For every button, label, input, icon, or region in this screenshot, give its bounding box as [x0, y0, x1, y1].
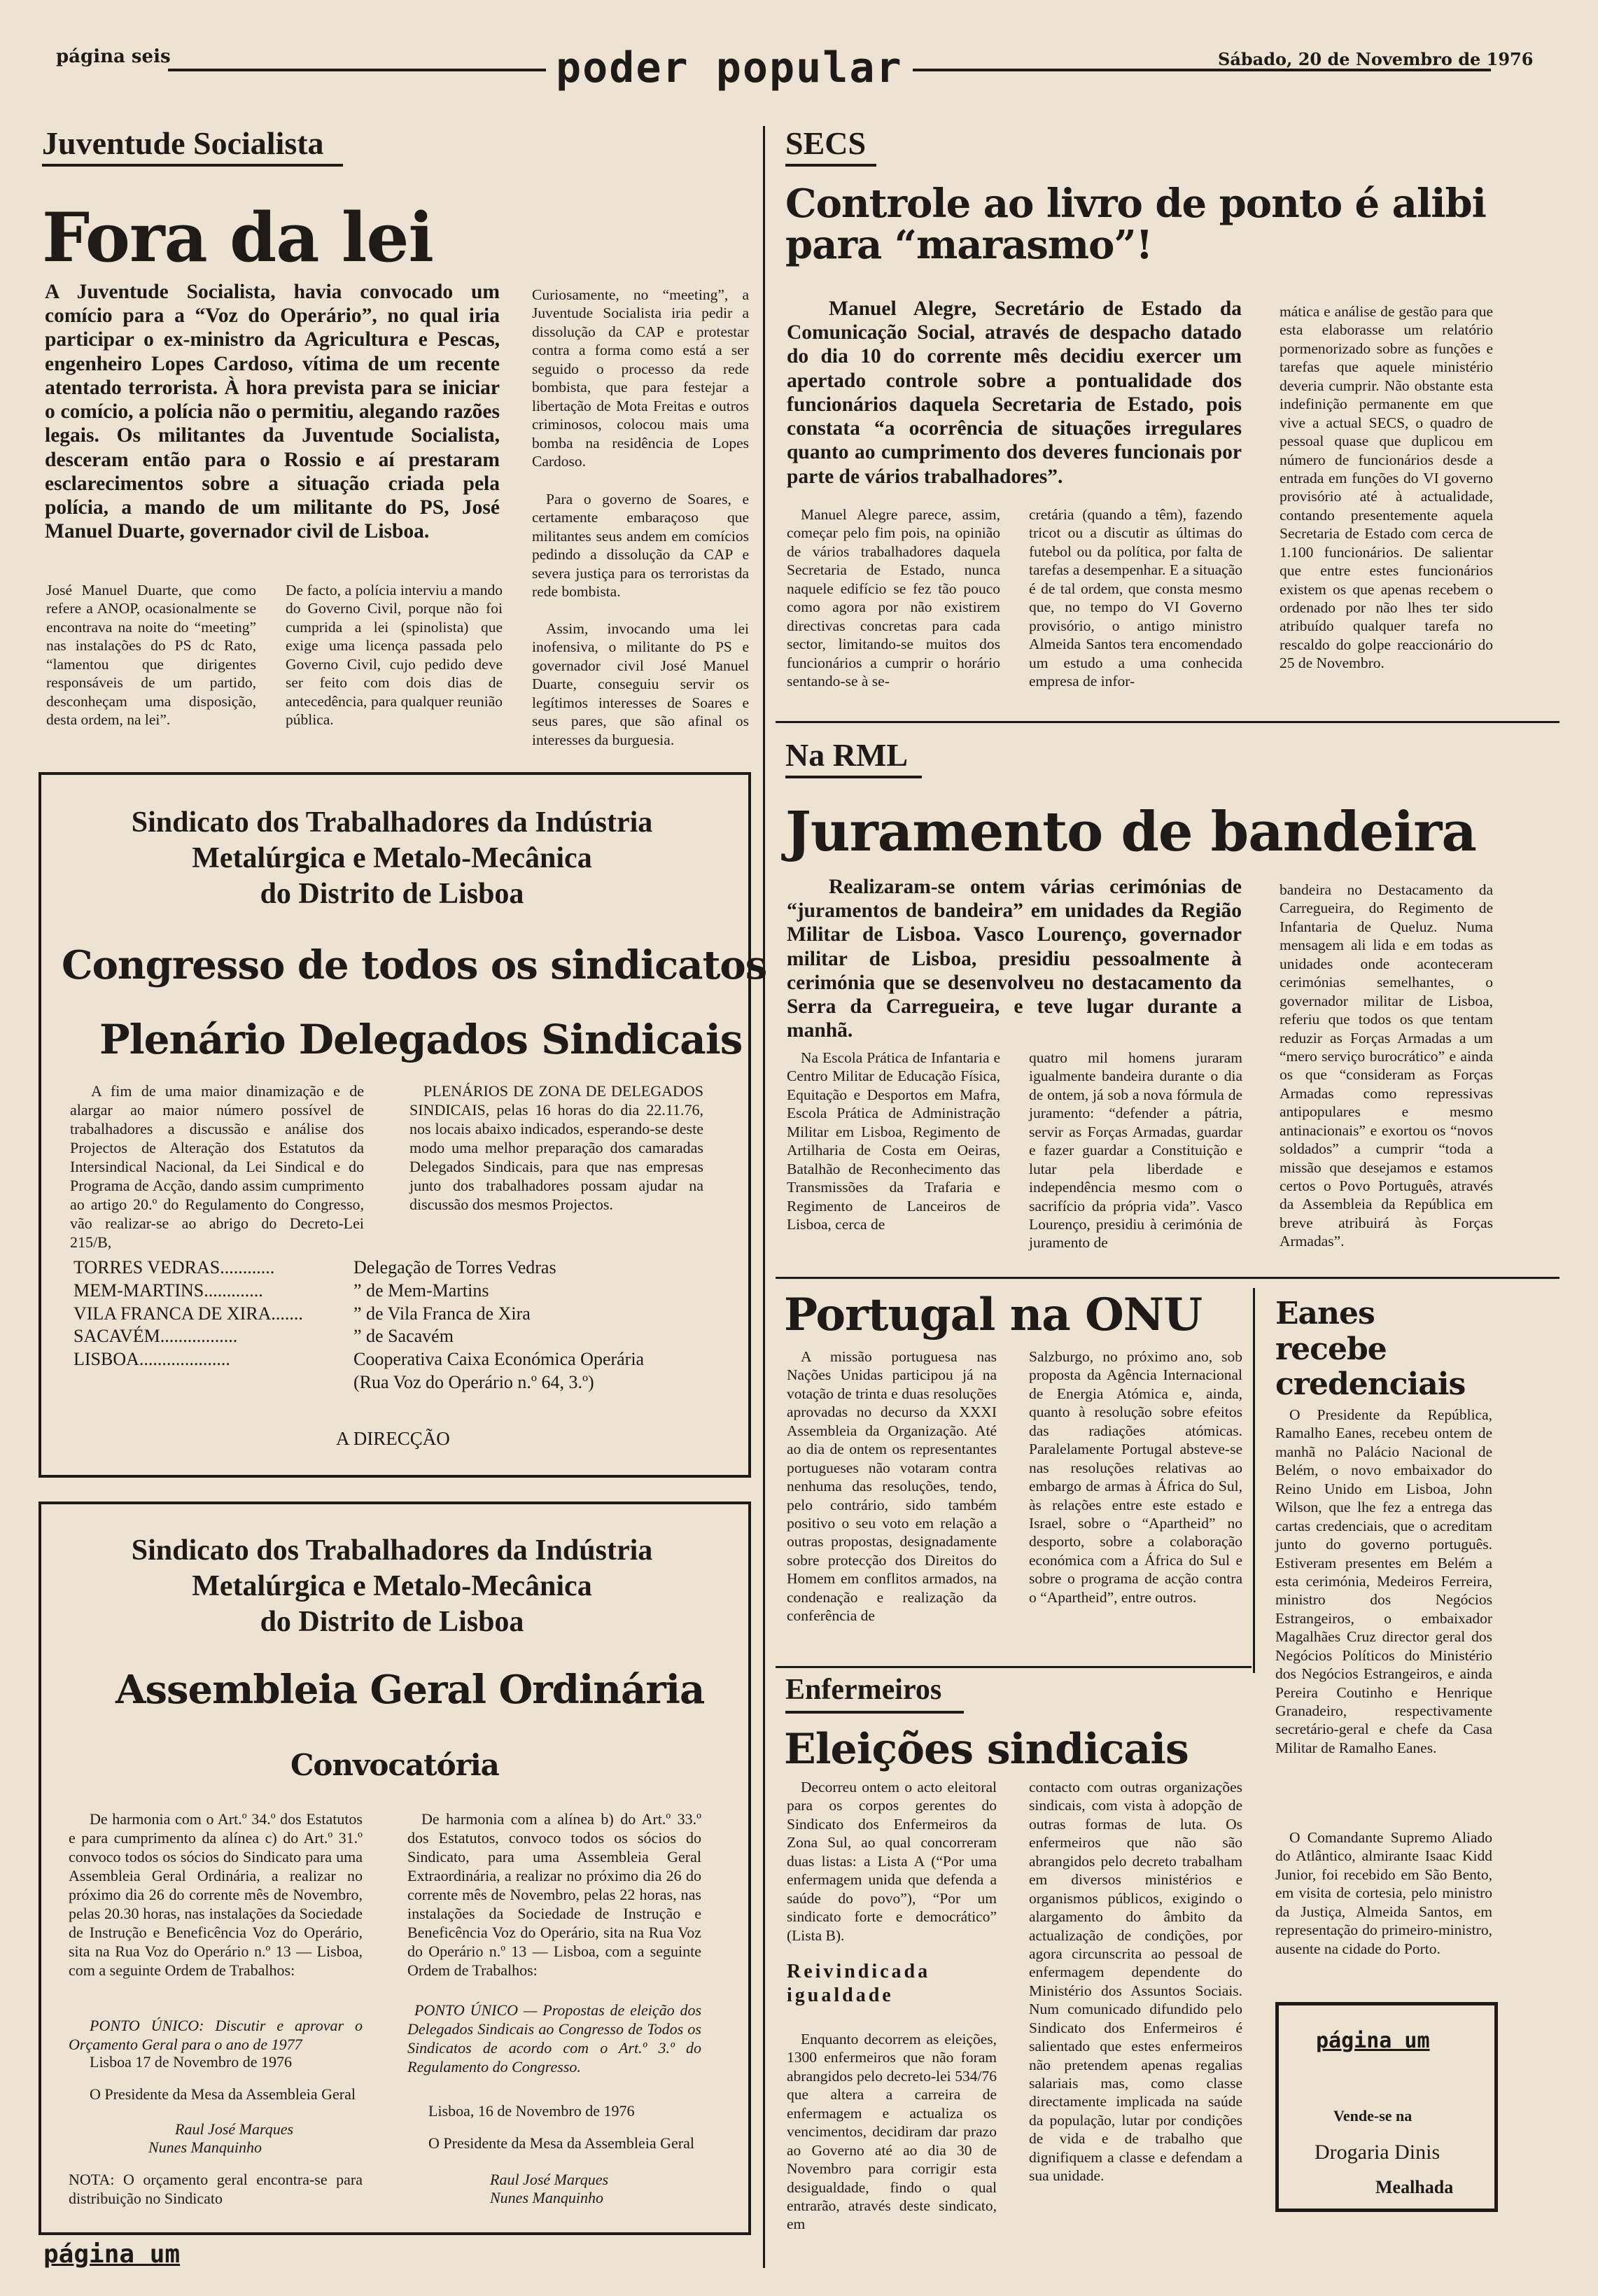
article-column: De facto, a polícia interviu a mando do Governo Civil, porque não foi cumprida a lei (spinolista) que exige uma licença passada pelo Governo Civil, cujo pedido deve ser feito com dois dias de antecedência, para qualquer reunião pública. — [286, 582, 503, 729]
masthead: poder popular — [546, 43, 913, 92]
article-column: Assim, invocando uma lei inofensiva, o militante do PS e governador civil José Manuel Duarte, conseguiu servir os legítimos interesses de Soares e seus pares, que são afinal os interesses da burguesia. — [532, 620, 749, 748]
signatory: Nunes Manquinho — [148, 2138, 262, 2156]
venue-list — [73, 1256, 717, 1394]
notice-column: De harmonia com a alínea b) do Art.º 33.º dos Estatutos, convoco todos os sócios do Sindicato, para uma Assembleia Geral Extraordinária, a realizar no próximo dia 26 do corrente mês de Novembro, pelas 22 horas, nas instalações da Sociedade de Instrução e Beneficência Voz do Operário, sita na Rua Voz do Operário n.º 13 — Lisboa, com a seguinte Ordem de Trabalhos: — [407, 1810, 701, 1980]
venue-place: (Rua Voz do Operário n.º 64, 3.º) — [353, 1371, 594, 1392]
union-name-line: do Distrito de Lisboa — [260, 878, 524, 911]
article-column: Salzburgo, no próximo ano, sob proposta da Agência Internacional de Energia Atómica e, ainda, quanto à resolução sobre efeitos das radiações atómicas. Paralelamente Portugal absteve-se nas resoluções relativas ao embargo de armas à África do Sul, às relações entre este estado e Israel, sobre o “Apartheid” no desporto, sobre a colaboração económica com a África do Sul e sobre o programa de acção contra o “Apartheid”, entre outros. — [1029, 1348, 1242, 1606]
article-column: Para o governo de Soares, e certamente embaraçoso que militantes seus andem em comícios pedindo a dissolução da CAP e severa justiça para os terroristas da rede bombista. — [532, 491, 749, 601]
notice-subtitle: Convocatória — [290, 1748, 499, 1782]
article-column: Manuel Alegre parece, assim, começar pelo fim pois, na opinião de vários trabalhadores daquela Secretaria de Estado, nunca naquele edifício se fez tão pouco como agora por não existirem directivas concretas para cada sector, limitando-se muitos dos funcionários a cumprir o horário sentando-se à se- — [787, 506, 1000, 690]
venue-place: Delegação de Torres Vedras — [353, 1257, 556, 1278]
section-kicker: Na RML — [785, 737, 909, 773]
venue-zone: LISBOA.................... — [73, 1349, 230, 1369]
notice-title: Assembleia Geral Ordinária — [115, 1667, 705, 1713]
article-column: Enquanto decorrem as eleições, 1300 enfermeiros que não foram abrangidos pelo decreto-lei 534/76 que altera a carreira de enfermagem e actualiza os vencimentos, decidiram dar prazo ao Governo até ao dia 30 de Novembro para corrigir esta desigualdade, findo o qual entrarão, através deste sindicato, em — [787, 2031, 997, 2233]
headline: Controle ao livro de ponto é alibi para “marasmo”! — [785, 181, 1486, 268]
notice-president: O Presidente da Mesa da Assembleia Geral — [428, 2134, 694, 2152]
notice-date: Lisboa 17 de Novembro de 1976 — [90, 2053, 292, 2071]
agenda-item: PONTO ÚNICO — Propostas de eleição dos Delegados Sindicais ao Congresso de Todos os Sindicatos de acordo com o Art.º 3.º do Regulamento do Congresso. — [407, 2001, 701, 2076]
promo-town: Mealhada — [1375, 2177, 1454, 2197]
venue-zone: VILA FRANCA DE XIRA....... — [73, 1303, 303, 1324]
promo-store: Drogaria Dinis — [1315, 2141, 1441, 2164]
article-column: O Comandante Supremo Aliado do Atlântico, almirante Isaac Kidd Junior, foi recebido em São Bento, em visita de cortesia, pelo ministro da Justiça, Almeida Santos, em representação do primeiro-ministro, ausente na cidade do Porto. — [1275, 1829, 1492, 1957]
union-name-line: Sindicato dos Trabalhadores da Indústria — [131, 1534, 653, 1567]
article-column: quatro mil homens juraram igualmente bandeira durante o dia de ontem, já sob a nova fórmula de juramento: “defender a pátria, servir as Forças Armadas, guardar e fazer guardar a Constituição e lutar pela liberdade e independência mesmo com o sacrifício da própria vida”. Vasco Lourenço, presidiu à cerimónia de juramento de — [1029, 1049, 1242, 1252]
kicker-rule — [785, 776, 922, 778]
article-column: Decorreu ontem o acto eleitoral para os corpos gerentes do Sindicato dos Enfermeiros da Zona Sul, ao qual concorreram duas listas: a Lista A (“Por uma enfermagem unida que defenda a saúde do povo”), “Por um sindicato forte e democrático” (Lista B). — [787, 1779, 997, 1944]
venue-row — [73, 1303, 717, 1326]
section-rule — [776, 721, 1560, 723]
venue-zone: SACAVÉM................. — [73, 1326, 238, 1347]
notice-title: Congresso de todos os sindicatos — [62, 942, 767, 988]
page-number: página seis — [56, 46, 171, 67]
headline: Fora da lei — [42, 198, 433, 277]
venue-row — [73, 1348, 717, 1371]
venue-zone: MEM-MARTINS............. — [73, 1280, 263, 1301]
notice-title: Plenário Delegados Sindicais — [99, 1016, 743, 1063]
venue-place: ” de Sacavém — [353, 1326, 454, 1347]
article-column: mática e análise de gestão para que esta elaborasse um relatório pormenorizado sobre as funções e tarefas que aquele ministério deveria cumprir. Não obstante esta indefinição permanente em que vive a actual SECS, o quadro de pessoal quase que duplicou em número de funcionários desde a entrada em funções do VI governo provisório até à actualidade, contando presentemente aquela Secretaria de Estado com cerca de 1.100 funcionários. De salientar que entre estes funcionários existem os que apenas recebem o ordenado por não lhes ter sido atribuído qualquer tarefa no rescaldo do golpe reaccionário do 25 de Novembro. — [1280, 303, 1493, 672]
article-column: A missão portuguesa nas Nações Unidas participou já na votação de trinta e duas resoluções aprovadas no decurso da XXXI Assembleia da Organização. Até ao dia de ontem os representantes portugueses não votaram contra nenhuma das resoluções, tendo, pelo contrário, sido também positivo o seu voto em relação a outras propostas, designadamente sobre protecção dos Direitos do Homem em conflitos armados, na condenação e realização da conferência de — [787, 1348, 997, 1625]
article-column: Curiosamente, no “meeting”, a Juventude Socialista iria pedir a dissolução da CAP e protestar contra a forma como está a ser seguido o processo da rede bombista, que para festejar a libertação de Mota Freitas e outros criminosos, colocou mais uma bomba na residência de Lopes Cardoso. — [532, 286, 749, 470]
notice-note: NOTA: O orçamento geral encontra-se para distribuição no Sindicato — [69, 2171, 363, 2208]
venue-row — [73, 1325, 717, 1348]
signatory: Raul José Marques — [175, 2120, 294, 2138]
article-column: Na Escola Prática de Infantaria e Centro Militar de Educação Física, Equitação e Desportos em Mafra, Escola Prática de Administração Militar em Lisboa, Regimento de Artilharia de Costa em Oeiras, Batalhão de Reconhecimento das Transmissões da Trafaria e Regimento de Lanceiros de Lisboa, cerca de — [787, 1049, 1000, 1233]
section-kicker: SECS — [785, 125, 867, 161]
article-lead: Realizaram-se ontem várias cerimónias de “juramentos de bandeira” em unidades da Região Militar de Lisboa. Vasco Lourenço, governador militar de Lisboa, presidiu pessoalmente à cerimónia que se desenvolveu no destacamento da Serra da Carregueira, e teve lugar durante a manhã. — [787, 876, 1242, 1042]
venue-place: Cooperativa Caixa Económica Operária — [353, 1349, 645, 1369]
notice-signature: A DIRECÇÃO — [336, 1428, 450, 1449]
notice-date: Lisboa, 16 de Novembro de 1976 — [428, 2102, 635, 2120]
notice-column: PLENÁRIOS DE ZONA DE DELEGADOS SINDICAIS, pelas 16 horas do dia 22.11.76, nos locais abaixo indicados, esperando-se deste modo uma melhor preparação dos camaradas Delegados Sindicais, para que nas empresas junto dos trabalhadores possam ajudar na discussão dos mesmos Projectos. — [409, 1082, 703, 1214]
article-column: contacto com outras organizações sindicais, com vista à adopção de outras formas de luta. Os enfermeiros que não são abrangidos pelo decreto trabalham em diversos ministérios e organismos públicos, exigindo o alargamento do âmbito da actualização de condições, por agora circunscrita ao pessoal de enfermagem dependente do Ministério dos Assuntos Sociais. Num comunicado difundido pelo Sindicato dos Enfermeiros é salientado que estes enfermeiros não pretendem apenas regalias salariais mas, como classe directamente implicada na saúde da população, lutar por condições de vida e de trabalho que dignifiquem a classe e defendam a sua unidade. — [1029, 1779, 1242, 2185]
column-divider — [1253, 1288, 1255, 1673]
notice-column: A fim de uma maior dinamização e de alargar ao maior número possível de trabalhadores a discussão e análise dos Projectos de Alteração dos Estatutos da Intersindical Nacional, da Lei Sindical e do Programa de Acção, dando assim cumprimento ao artigo 20.º do Regulamento do Congresso, vão realizar-se ao abrigo do Decreto-Lei 215/B, — [70, 1082, 364, 1252]
article-column: bandeira no Destacamento da Carregueira, do Regimento de Infantaria de Queluz. Numa mensagem ali lida e em todas as unidades onde aconteceram cerimónias semelhantes, o governador militar de Lisboa, referiu que todos os que tentam reduzir as Forças Armadas a um “mero serviço burocrático” e ainda os que “consideram as Forças Armadas como repressivas antipopulares e mesmo antinacionais” e exortou os “novos soldados” a cumprir “toda a missão que desejamos e estamos certos o Povo Português, através da Assembleia da República em breve atribuirá às Forças Armadas”. — [1280, 881, 1493, 1250]
agenda-item: PONTO ÚNICO: Discutir e aprovar o Orçamento Geral para o ano de 1977 — [69, 2017, 363, 2054]
article-lead: A Juventude Socialista, havia convocado um comício para a “Voz do Operário”, no qual iria participar o ex-ministro da Agricultura e Pescas, engenheiro Lopes Cardoso, vítima de um recente atentado terrorista. À hora prevista para se iniciar o comício, a polícia não o permitiu, alegando razões legais. Os militantes da Juventude Socialista, desceram então para o Rossio e aí prestaram esclarecimentos sobre a situação criada pela polícia, a mando de um militante do PS, José Manuel Duarte, governador civil de Lisboa. — [45, 281, 500, 543]
signatory: Raul José Marques — [490, 2171, 609, 2188]
venue-place: ” de Vila Franca de Xira — [353, 1303, 531, 1324]
subheading: Reivindicada igualdade — [787, 1961, 931, 2006]
headline: Eleições sindicais — [784, 1725, 1189, 1774]
section-kicker: Enfermeiros — [785, 1674, 942, 1706]
headline: Juramento de bandeira — [785, 800, 1476, 864]
union-name-line: Metalúrgica e Metalo-Mecânica — [192, 1570, 592, 1603]
venue-zone: TORRES VEDRAS............ — [73, 1257, 275, 1278]
section-kicker: Juventude Socialista — [42, 125, 324, 161]
headline: Eanes recebe credenciais — [1275, 1296, 1466, 1403]
notice-president: O Presidente da Mesa da Assembleia Geral — [90, 2085, 356, 2103]
kicker-rule — [785, 164, 876, 167]
union-name — [42, 1533, 742, 1641]
section-rule — [776, 1277, 1560, 1279]
union-name-line: Sindicato dos Trabalhadores da Indústria — [131, 806, 653, 839]
venue-zone — [73, 1371, 353, 1394]
promo-line: Vende-se na — [1333, 2107, 1413, 2124]
signatory: Nunes Manquinho — [490, 2189, 603, 2206]
venue-row — [73, 1256, 717, 1280]
venue-place: ” de Mem-Martins — [353, 1280, 489, 1301]
article-column: cretária (quando a têm), fazendo tricot ou a discutir as últimas do futebol ou da política, por falta de tarefas a desempenhar. E a situação é de tal ordem, que consta mesmo que, no tempo do VI Governo provisório, o antigo ministro Almeida Santos tera encomendado um estudo a uma conhecida empresa de infor- — [1029, 506, 1242, 690]
notice-column: De harmonia com o Art.º 34.º dos Estatutos e para cumprimento da alínea c) do Art.º 31.º convoco todos os sócios do Sindicato para uma Assembleia Geral Ordinária, a realizar no próximo dia 26 do corrente mês de Novembro, pelas 20.30 horas, nas instalações da Sociedade de Instrução e Beneficência Voz do Operário, sita na Rua Voz do Operário n.º 13 — Lisboa, com a seguinte Ordem de Trabalhos: — [69, 1810, 363, 1980]
union-name-line: Metalúrgica e Metalo-Mecânica — [192, 842, 592, 875]
union-name — [42, 805, 742, 913]
article-column: José Manuel Duarte, que como refere a ANOP, ocasionalmente se encontrava na noite do “meeting” nas instalações do PS dc Rato, “lamentou que dirigentes responsáveis de um partido, desconheçam uma disposição, desta ordem, na lei”. — [46, 582, 256, 729]
column-divider — [763, 126, 765, 2268]
footer-label: página um — [43, 2240, 181, 2269]
article-column: O Presidente da República, Ramalho Eanes, recebeu ontem de manhã no Palácio Nacional de Belém, o novo embaixador do Reino Unido em Lisboa, John Wilson, que lhe fez a entrega das cartas credenciais, que o acreditam junto do governo português. Estiveram presentes em Belém a esta cerimónia, Medeiros Ferreira, ministro dos Negócios Estrangeiros, o embaixador Magalhães Cruz director geral dos Negócios Políticos do Ministério dos Negócios Estrangeiros, e ainda Pereira Coutinho e Henrique Granadeiro, respectivamente secretário-geral e chefe da Casa Militar de Ramalho Eanes. — [1275, 1406, 1492, 1756]
venue-row — [73, 1371, 717, 1394]
promo-label: página um — [1316, 2029, 1430, 2053]
union-name-line: do Distrito de Lisboa — [260, 1606, 524, 1639]
kicker-rule — [785, 1711, 964, 1714]
kicker-rule — [42, 164, 343, 167]
venue-row — [73, 1280, 717, 1303]
section-rule — [776, 1666, 1252, 1668]
article-lead: Manuel Alegre, Secretário de Estado da Comunicação Social, através de despacho datado do dia 10 do corrente mês decidiu exercer um apertado controle sobre a pontualidade dos funcionários daquela Secretaria de Estado, pois constata “a ocorrência de situações irregulares quanto ao cumprimento dos deveres funcionais por parte de vários trabalhadores”. — [787, 298, 1242, 488]
issue-date: Sábado, 20 de Novembro de 1976 — [1218, 49, 1534, 69]
headline: Portugal na ONU — [784, 1289, 1203, 1341]
